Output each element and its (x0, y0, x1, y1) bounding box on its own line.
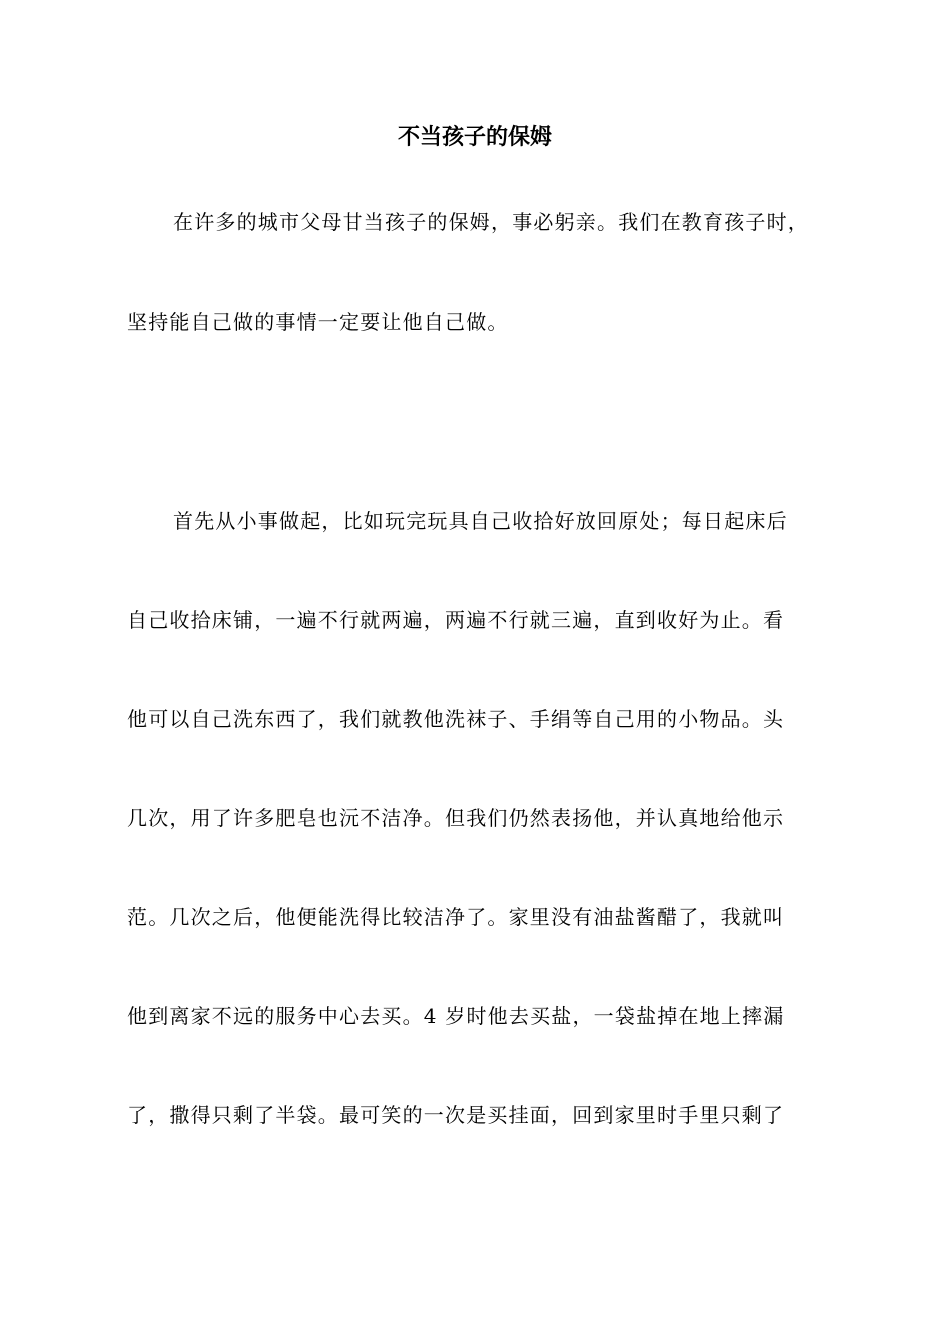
paragraph-2-line-5: 范。几次之后，他便能洗得比较洁净了。家里没有油盐酱醋了，我就叫 (127, 905, 785, 929)
paragraph-2-line-3: 他可以自己洗东西了，我们就教他洗袜子、手绢等自己用的小物品。头 (127, 707, 785, 731)
paragraph-2-line-4: 几次，用了许多肥皂也沅不洁净。但我们仍然表扬他，并认真地给他示 (127, 806, 785, 830)
paragraph-2-line-1: 首先从小事做起，比如玩完玩具自己收拾好放回原处；每日起床后 (173, 509, 788, 533)
paragraph-1-line-2: 坚持能自己做的事情一定要让他自己做。 (127, 310, 509, 334)
paragraph-2-line-2: 自己收拾床铺，一遍不行就两遍，两遍不行就三遍，直到收好为止。看 (127, 608, 785, 632)
paragraph-2-line-6: 他到离家不远的服务中心去买。4 岁时他去买盐，一袋盐掉在地上摔漏 (127, 1004, 785, 1028)
paragraph-2-line-7: 了，撒得只剩了半袋。最可笑的一次是买挂面，回到家里时手里只剩了 (127, 1103, 785, 1127)
paragraph-1-line-1: 在许多的城市父母甘当孩子的保姆，事必躬亲。我们在教育孩子时， (173, 210, 809, 234)
document-title: 不当孩子的保姆 (397, 125, 552, 150)
